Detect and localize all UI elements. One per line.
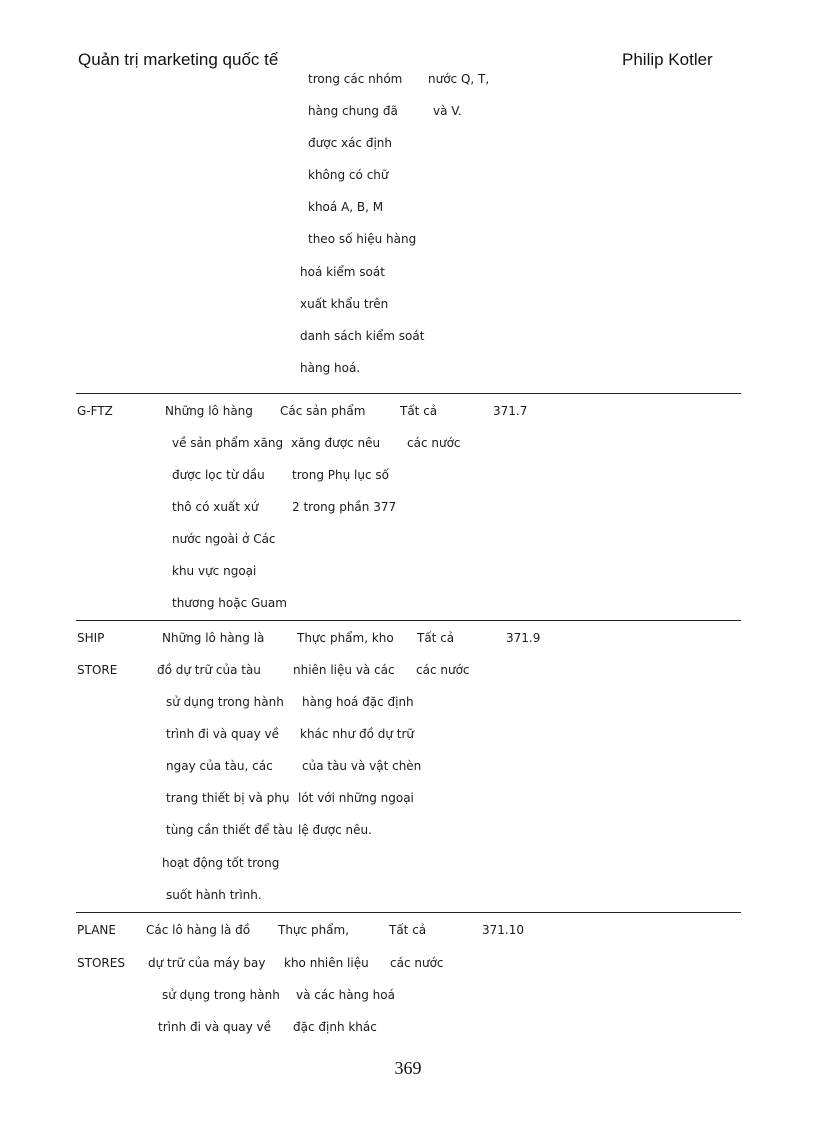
text-line: Thực phẩm, xyxy=(278,923,350,937)
text-line: Những lô hàng là xyxy=(162,631,265,645)
text-line: đặc định khác xyxy=(293,1020,377,1034)
text-line: nước Q, T, xyxy=(428,72,490,86)
header-title: Quản trị marketing quốc tế xyxy=(78,50,279,69)
text-line: Tất cả xyxy=(400,404,438,418)
text-line: không có chữ xyxy=(308,168,389,182)
text-line: Các sản phẩm xyxy=(280,404,366,418)
text-line: được lọc từ dầu xyxy=(172,468,265,482)
text-line: hàng hoá. xyxy=(300,361,361,375)
text-line: thô có xuất xứ xyxy=(172,500,259,514)
text-line: hàng chung đã xyxy=(308,104,398,118)
text-line: của tàu và vật chèn xyxy=(302,759,422,773)
row-divider xyxy=(76,393,741,394)
text-line: dự trữ của máy bay xyxy=(148,956,266,970)
text-line: hàng hoá đặc định xyxy=(302,695,414,709)
row-divider xyxy=(76,620,741,621)
text-line: và V. xyxy=(433,104,462,118)
text-line: Tất cả xyxy=(389,923,427,937)
text-line: đồ dự trữ của tàu xyxy=(157,663,261,677)
text-line: các nước xyxy=(390,956,444,970)
text-line: sử dụng trong hành xyxy=(166,695,284,709)
text-line: Thực phẩm, kho xyxy=(297,631,394,645)
text-line: lệ được nêu. xyxy=(298,823,372,837)
text-line: xuất khẩu trên xyxy=(300,297,389,311)
text-line: Các lô hàng là đồ xyxy=(146,923,251,937)
row-divider xyxy=(76,912,741,913)
text-line: về sản phẩm xăng xyxy=(172,436,284,450)
text-line: hoá kiểm soát xyxy=(300,265,385,279)
text-line: khoá A, B, M xyxy=(308,200,384,214)
text-line: theo số hiệu hàng xyxy=(308,232,417,246)
row-reference: 371.7 xyxy=(493,404,528,418)
row-code: PLANE xyxy=(77,923,116,937)
text-line: trong các nhóm xyxy=(308,72,403,86)
text-line: các nước xyxy=(416,663,470,677)
text-line: trình đi và quay về xyxy=(158,1020,272,1034)
text-line: nước ngoài ở Các xyxy=(172,532,276,546)
text-line: các nước xyxy=(407,436,461,450)
text-line: kho nhiên liệu xyxy=(284,956,369,970)
row-reference: 371.9 xyxy=(506,631,541,645)
row-code: STORES xyxy=(77,956,125,970)
text-line: và các hàng hoá xyxy=(296,988,395,1002)
text-line: ngay của tàu, các xyxy=(166,759,273,773)
page-number: 369 xyxy=(394,1058,422,1078)
header-author: Philip Kotler xyxy=(622,50,713,69)
text-line: khu vực ngoại xyxy=(172,564,257,578)
row-code: STORE xyxy=(77,663,118,677)
text-line: tùng cần thiết để tàu xyxy=(166,823,293,837)
row-reference: 371.10 xyxy=(482,923,524,937)
text-line: sử dụng trong hành xyxy=(162,988,280,1002)
text-line: nhiên liệu và các xyxy=(293,663,395,677)
text-line: 2 trong phần 377 xyxy=(292,500,397,514)
text-line: trang thiết bị và phụ xyxy=(166,791,290,805)
row-code: SHIP xyxy=(77,631,105,645)
text-line: Những lô hàng xyxy=(165,404,253,418)
text-line: khác như đồ dự trữ xyxy=(300,727,415,741)
text-line: hoạt động tốt trong xyxy=(162,856,280,870)
text-line: trình đi và quay về xyxy=(166,727,280,741)
text-line: suốt hành trình. xyxy=(166,888,262,902)
text-line: lót với những ngoại xyxy=(298,791,414,805)
text-line: được xác định xyxy=(308,136,393,150)
row-code: G-FTZ xyxy=(77,404,113,418)
text-line: Tất cả xyxy=(417,631,455,645)
text-line: thương hoặc Guam xyxy=(172,596,287,610)
text-line: xăng được nêu xyxy=(291,436,381,450)
text-line: danh sách kiểm soát xyxy=(300,329,425,343)
text-line: trong Phụ lục số xyxy=(292,468,389,482)
